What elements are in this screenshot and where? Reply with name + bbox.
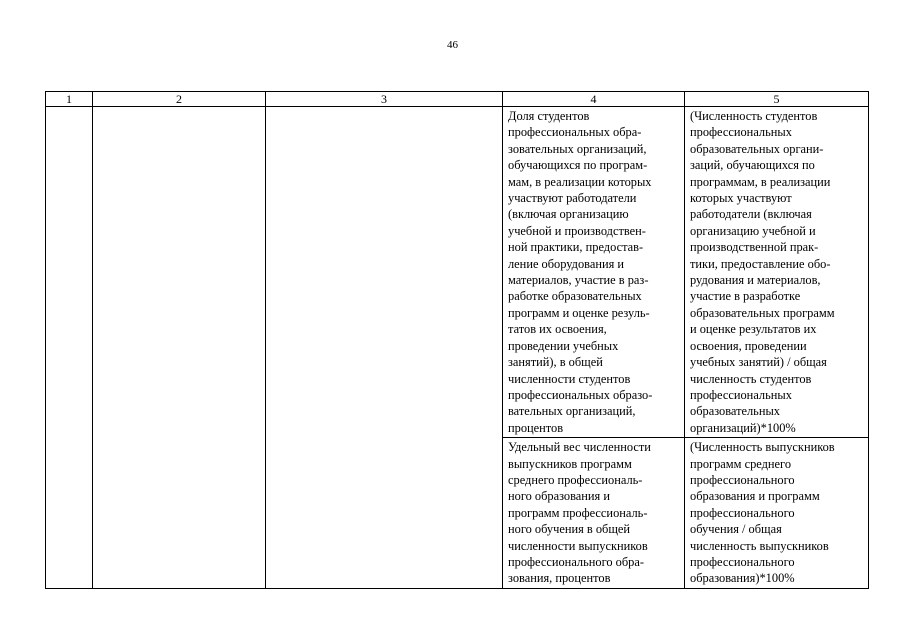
text-line: ление оборудования и	[508, 256, 625, 271]
text-line: Удельный вес численности	[508, 440, 651, 455]
text-line: которых участвуют	[690, 191, 792, 206]
text-line: организацию учебной и	[690, 223, 816, 238]
column-header-3: 3	[266, 92, 503, 107]
text-line: рудования и материалов,	[690, 273, 821, 288]
text-line: профессионального	[690, 472, 795, 487]
text-line: Доля студентов	[508, 109, 590, 123]
text-line: учебной и производствен-	[508, 223, 646, 238]
column-header-1: 1	[46, 92, 93, 107]
cell-col2	[93, 107, 266, 589]
text-line: образования и программ	[690, 489, 820, 504]
text-line: ной практики, предостав-	[508, 240, 644, 255]
text-line: профессиональных обра-	[508, 125, 642, 140]
text-line: выпускников программ	[508, 456, 632, 471]
text-line: среднего профессиональ-	[508, 472, 643, 487]
column-header-5: 5	[685, 92, 869, 107]
text-line: программ и оценке резуль-	[508, 305, 650, 320]
table-header-row	[46, 92, 869, 107]
text-line: работодатели (включая	[690, 207, 812, 222]
text-line: (Численность выпускников	[690, 440, 835, 455]
page-number: 46	[447, 39, 458, 51]
text-line: татов их освоения,	[508, 322, 607, 337]
formula-cell	[685, 438, 869, 589]
text-line: численность выпускников	[690, 538, 829, 553]
text-line: профессионального обра-	[508, 554, 644, 569]
cell-col1	[46, 107, 93, 589]
text-line: образовательных	[690, 404, 780, 419]
text-line: участвуют работодатели	[508, 191, 637, 206]
text-line: численность студентов	[690, 371, 812, 386]
text-line: численности студентов	[508, 371, 631, 386]
table-row	[46, 107, 869, 438]
text-line: зования, процентов	[508, 571, 611, 586]
text-line: производственной прак-	[690, 240, 819, 255]
text-line: вательных организаций,	[508, 404, 636, 419]
text-line: программ среднего	[690, 456, 792, 471]
text-line: (включая организацию	[508, 207, 629, 222]
indicator-name-cell	[503, 107, 685, 438]
column-header-4: 4	[503, 92, 685, 107]
text-line: образовательных программ	[690, 305, 835, 320]
text-line: образовательных органи-	[690, 141, 824, 156]
indicators-table	[45, 91, 869, 589]
text-line: программ профессиональ-	[508, 505, 648, 520]
cell-col3	[266, 107, 503, 589]
text-line: программам, в реализации	[690, 174, 831, 189]
text-line: участие в разработке	[690, 289, 801, 304]
text-line: освоения, проведении	[690, 338, 807, 353]
text-line: материалов, участие в раз-	[508, 273, 649, 288]
text-line: ного обучения в общей	[508, 522, 631, 537]
text-line: работке образовательных	[508, 289, 642, 304]
text-line: учебных занятий) / общая	[690, 355, 827, 370]
text-line: образования)*100%	[690, 571, 795, 586]
text-line: численности выпускников	[508, 538, 648, 553]
text-line: организаций)*100%	[690, 420, 796, 435]
indicator-name-cell	[503, 438, 685, 589]
text-line: обучающихся по програм-	[508, 158, 648, 173]
text-line: обучения / общая	[690, 522, 782, 537]
text-line: профессионального	[690, 554, 795, 569]
text-line: и оценке результатов их	[690, 322, 817, 337]
text-line: занятий), в общей	[508, 355, 603, 370]
text-line: профессиональных	[690, 387, 792, 402]
text-line: зовательных организаций,	[508, 141, 647, 156]
column-header-2: 2	[93, 92, 266, 107]
text-line: (Численность студентов	[690, 109, 818, 123]
text-line: профессиональных	[690, 125, 792, 140]
text-line: тики, предоставление обо-	[690, 256, 831, 271]
text-line: ного образования и	[508, 489, 610, 504]
formula-cell	[685, 107, 869, 438]
text-line: мам, в реализации которых	[508, 174, 652, 189]
text-line: проведении учебных	[508, 338, 619, 353]
text-line: профессиональных образо-	[508, 387, 653, 402]
text-line: профессионального	[690, 505, 795, 520]
text-line: заций, обучающихся по	[690, 158, 815, 173]
text-line: процентов	[508, 420, 564, 435]
